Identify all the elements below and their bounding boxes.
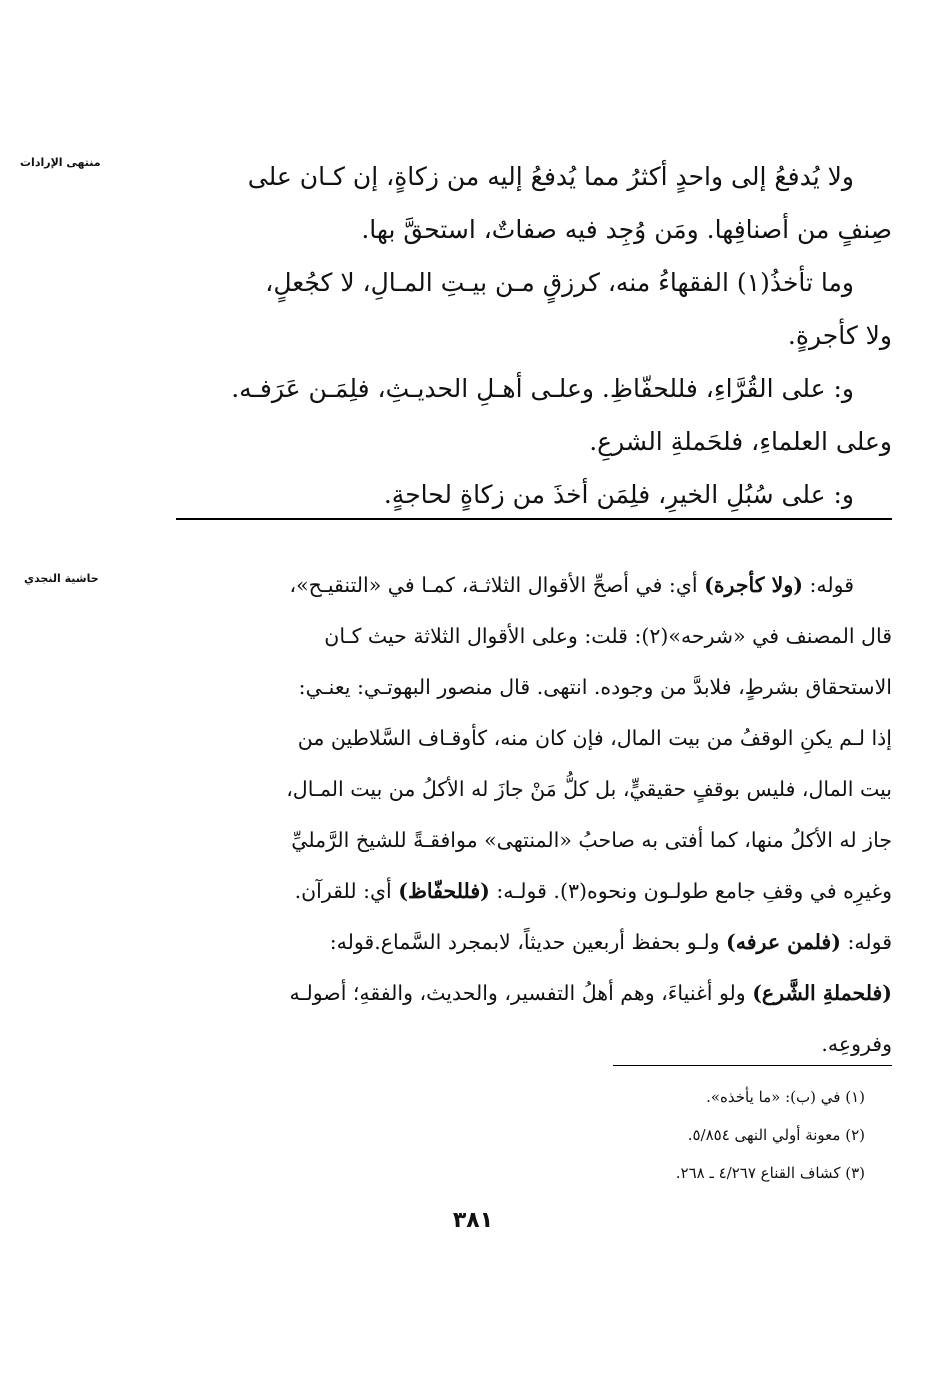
section-divider	[176, 518, 892, 520]
footnotes	[470, 1078, 865, 1192]
main-line: صِنفٍ من أصنافِها. ومَن وُجِد فيه صفاتٌ، استحقَّ بها.	[361, 215, 892, 244]
side-label-hashiya: حاشية النجدي	[24, 572, 99, 585]
main-line: وما تأخذُ(١) الفقهاءُ منه، كرزقٍ مـن بيـتِ المـالِ، لا كجُعلٍ،	[265, 268, 854, 297]
footnote-3: (٣) كشاف القناع ٤/٢٦٧ ـ ٢٦٨.	[675, 1164, 865, 1182]
footnote-2: (٢) معونة أولي النهى ٥/٨٥٤.	[687, 1126, 865, 1144]
hashiya-line: إذا لـم يكنِ الوقفُ من بيت المال، فإن كان منه، كأوقـاف السَّلاطين من	[297, 726, 892, 750]
hashiya-line: وفروعِه.	[821, 1032, 892, 1056]
hashiya-line: بيت المال، فليس بوقفٍ حقيقيٍّ، بل كلُّ مَنْ جازَ له الأكلُ من بيت المـال،	[286, 777, 892, 801]
footnote-divider	[613, 1065, 892, 1066]
main-text	[170, 150, 892, 521]
hashiya-line: الاستحقاق بشرطٍ، فلابدَّ من وجوده. انتهى. قال منصور البهوتـي: يعنـي:	[298, 675, 892, 699]
main-line: ولا يُدفعُ إلى واحدٍ أكثرُ مما يُدفعُ إليه من زكاةٍ، إن كـان على	[247, 162, 854, 191]
main-line: ولا كأجرةٍ.	[787, 321, 892, 350]
hashiya-line: قال المصنف في «شرحه»(٢): قلت: وعلى الأقوال الثلاثة حيث كـان	[324, 624, 892, 648]
hashiya-text	[170, 560, 892, 1070]
main-line: وعلى العلماءِ، فلحَملةِ الشرعِ.	[589, 427, 892, 456]
hashiya-line: وغيرِه في وقفِ جامع طولـون ونحوه(٣). قولـه: (فللحفّاظ) أي: للقرآن.	[294, 879, 892, 903]
main-line: و: على القُرَّاءِ، فللحفّاظِ. وعلـى أهـلِ الحديـثِ، فلِمَـن عَرَفـه.	[231, 374, 854, 403]
footnote-1: (١) في (ب): «ما يأخذه».	[706, 1088, 865, 1106]
hashiya-line: قوله: (فلمن عرفه) ولـو بحفظ أربعين حديثاً، لابمجرد السَّماع.قوله:	[329, 930, 892, 954]
hashiya-line: (فلحملةِ الشَّرع) ولو أغنياءَ، وهم أهلُ التفسير، والحديث، والفقهِ؛ أصولـه	[289, 981, 892, 1005]
side-label-main: منتهى الإرادات	[20, 156, 101, 169]
main-line: و: على سُبُلِ الخيرِ، فلِمَن أخذَ من زكاةٍ لحاجةٍ.	[383, 480, 854, 509]
hashiya-line: جاز له الأكلُ منها، كما أفتى به صاحبُ «المنتهى» موافقـةً للشيخ الرَّمليِّ	[291, 828, 892, 852]
page-number: ٣٨١	[452, 1208, 494, 1233]
hashiya-line: قوله: (ولا كأجرة) أي: في أصحِّ الأقوال الثلاثـة، كمـا في «التنقيـح»،	[289, 573, 854, 597]
